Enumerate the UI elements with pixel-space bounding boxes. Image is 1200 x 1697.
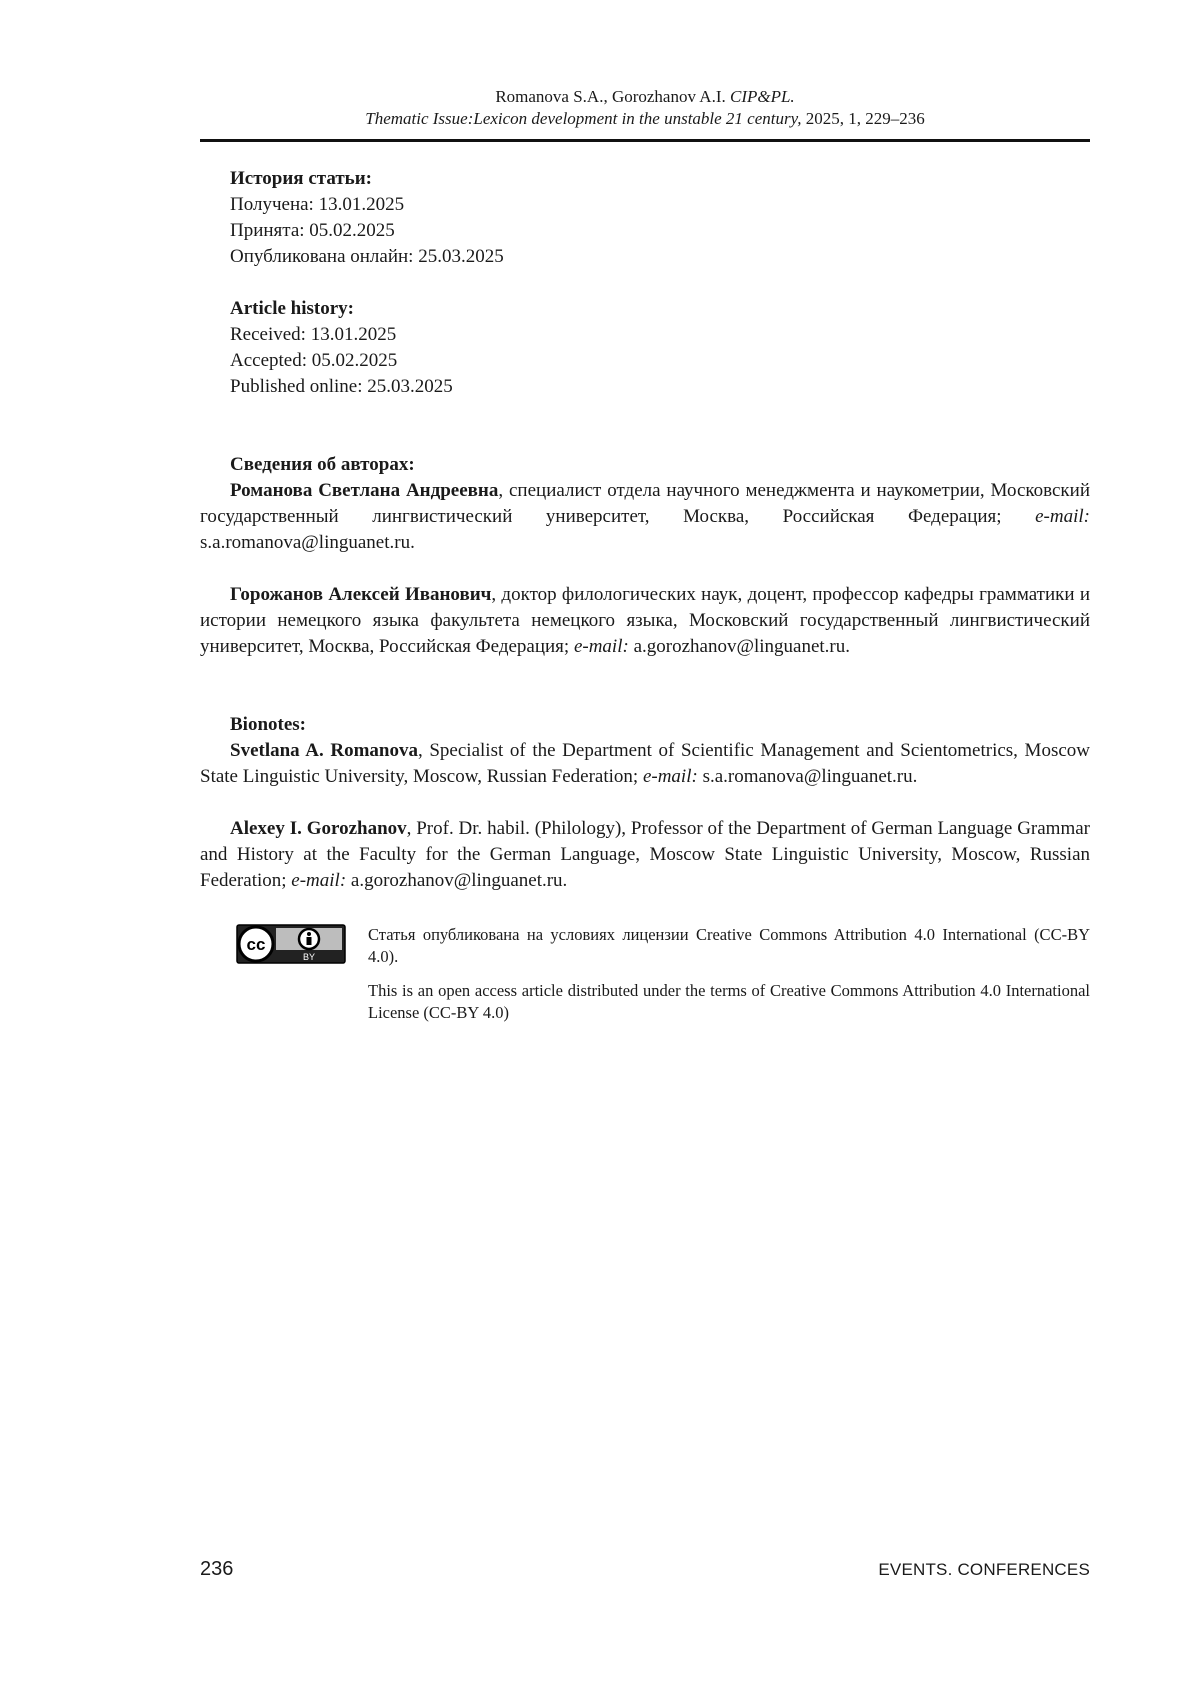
history-ru-received: Получена: 13.01.2025	[230, 194, 405, 215]
bionotes-heading: Bionotes:	[230, 714, 306, 735]
history-ru-published: Опубликована онлайн: 25.03.2025	[230, 246, 504, 267]
cc-by-license-icon[interactable]	[236, 924, 346, 964]
bionote-2	[200, 816, 1090, 894]
bionote-1-email-label: e-mail:	[642, 766, 698, 787]
history-en-received: Received: 13.01.2025	[230, 324, 397, 345]
page-content	[200, 166, 1090, 894]
history-ru-accepted: Принята: 05.02.2025	[230, 220, 395, 241]
author-ru-1	[200, 478, 1090, 556]
author-ru-2-email-label: e-mail:	[573, 636, 629, 657]
author-ru-2-name: Горожанов Алексей Иванович	[230, 584, 492, 605]
bionote-1-email[interactable]: s.a.romanova@linguanet.ru.	[697, 766, 918, 787]
author-ru-2-affiliation: , доктор филологических наук, доцент, профессор кафедры грамматики и истории немецкого языка факультета немецкого языка, Московский государственный лингвистический университет, Москва, Российская Федерация;	[200, 584, 1090, 657]
history-ru-heading: История статьи:	[230, 168, 372, 189]
running-head-authors: Romanova S.A., Gorozhanov A.I.	[495, 87, 726, 106]
author-ru-2-email[interactable]: a.gorozhanov@linguanet.ru.	[628, 636, 850, 657]
bionote-2-affiliation: , Prof. Dr. habil. (Philology), Professor of the Department of German Language Grammar and History at the Faculty for the German Language, Moscow State Linguistic University, Moscow, Russian Federation;	[200, 818, 1090, 891]
authors-ru-heading: Сведения об авторах:	[230, 454, 415, 475]
spacer	[200, 400, 1090, 452]
spacer	[200, 270, 1090, 296]
bionote-2-name: Alexey I. Gorozhanov	[230, 818, 407, 839]
footer-section-title: EVENTS. CONFERENCES	[878, 1560, 1090, 1579]
running-head-line1	[200, 86, 1090, 108]
spacer	[200, 660, 1090, 712]
running-head-journal: CIP&PL.	[729, 87, 795, 106]
author-ru-2	[200, 582, 1090, 660]
history-en-heading: Article history:	[230, 298, 354, 319]
by-badge-label: BY	[302, 952, 316, 962]
spacer	[200, 556, 1090, 582]
author-ru-1-affiliation: , специалист отдела научного менеджмента и наукометрии, Московский государственный лингвистический университет, Москва, Российская Федерация;	[200, 480, 1090, 527]
bionote-1	[200, 738, 1090, 790]
bionote-1-name: Svetlana A. Romanova	[230, 740, 418, 761]
page-number: 236	[200, 1558, 234, 1580]
license-text	[368, 924, 1090, 1036]
author-ru-1-email-label: e-mail:	[1035, 506, 1090, 527]
running-head-issue-tail: 2025, 1, 229–236	[801, 109, 925, 128]
cc-badge-label: cc	[246, 935, 266, 954]
history-en-accepted: Accepted: 05.02.2025	[230, 350, 398, 371]
license-block	[236, 924, 1090, 1044]
author-ru-1-name: Романова Светлана Андреевна	[230, 480, 499, 501]
license-text-ru: Статья опубликована на условиях лицензии Creative Commons Attribution 4.0 International (CC-BY 4.0).	[368, 925, 1090, 966]
running-head-line2	[200, 108, 1090, 130]
running-head	[200, 86, 1090, 130]
author-ru-1-email[interactable]: s.a.romanova@linguanet.ru.	[200, 532, 415, 553]
license-text-en: This is an open access article distributed under the terms of Creative Commons Attribution 4.0 International License (CC-BY 4.0)	[368, 981, 1090, 1022]
bionote-2-email[interactable]: a.gorozhanov@linguanet.ru.	[346, 870, 568, 891]
spacer	[200, 790, 1090, 816]
history-en-published: Published online: 25.03.2025	[230, 376, 453, 397]
running-head-issue: Thematic Issue:Lexicon development in the unstable 21 century,	[365, 109, 802, 128]
bionote-1-affiliation: , Specialist of the Department of Scientific Management and Scientometrics, Moscow State Linguistic University, Moscow, Russian Federation;	[200, 740, 1090, 787]
bionote-2-email-label: e-mail:	[291, 870, 347, 891]
header-rule	[200, 139, 1090, 142]
